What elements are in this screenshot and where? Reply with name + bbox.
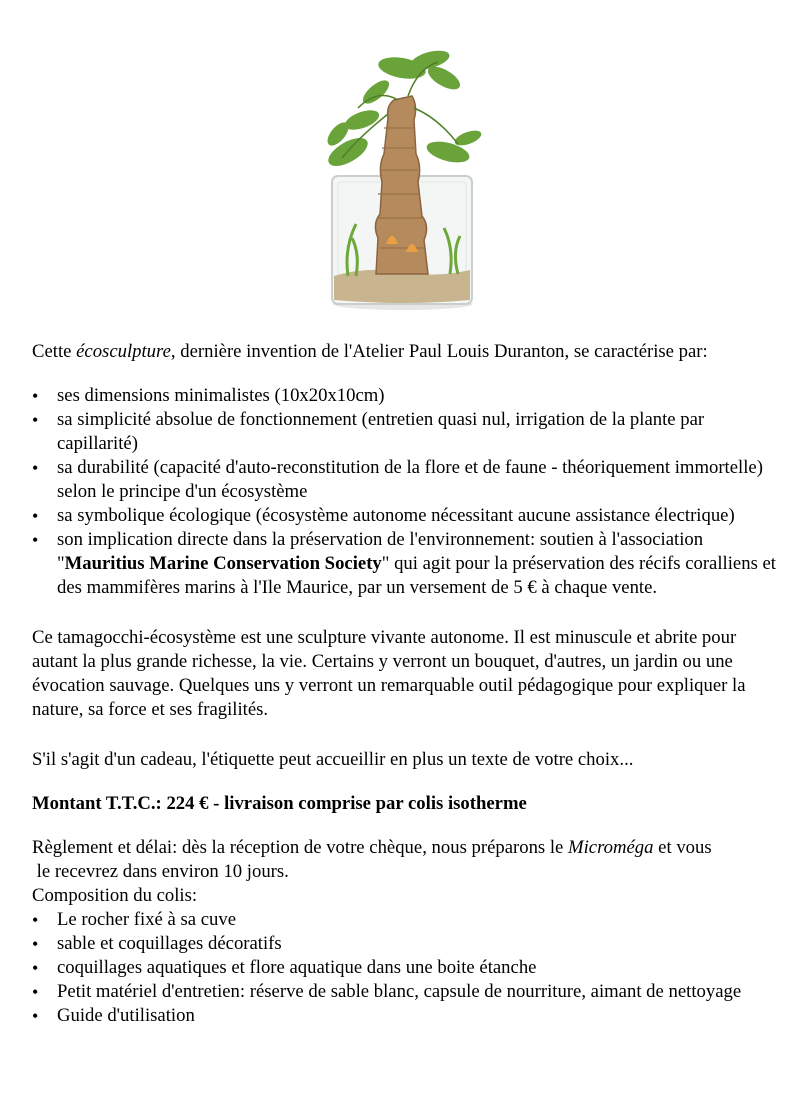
list-item (32, 528, 784, 600)
feature5-strong: Mauritius Marine Conservation Society (64, 553, 382, 574)
intro-emphasis: écosculpture (76, 341, 171, 362)
list-item: • Le rocher fixé à sa cuve (32, 908, 784, 932)
price-line: Montant T.T.C.: 224 € - livraison comprise par colis isotherme (32, 793, 527, 814)
features-list (32, 384, 784, 600)
paragraph-2: Ce tamagocchi-écosystème est une sculpture vivante autonome. Il est minuscule et abrite pour autant la plus grande richesse, la vie. Certains y verront un bouquet, d'autres, un jardin ou une évocation sauvage. Quelques uns y verront un remarquable outil pédagogique pour expliquer la nature, sa force et ses fragilités. (32, 627, 746, 720)
document-text (32, 340, 784, 1028)
composition-list (32, 908, 784, 1028)
ecosculpture-photo (318, 48, 488, 312)
intro-paragraph (32, 340, 784, 364)
intro-pre: Cette (32, 341, 77, 362)
reglement-paragraph (32, 836, 784, 884)
reglement-line2: le recevrez dans environ 10 jours. (32, 861, 289, 882)
feature5-post: " qui agit pour la préservation des récifs coralliens et des mammifères marins à l'Ile Maurice, par un versement de 5 € à chaque vente. (57, 553, 776, 598)
list-item: • sa symbolique écologique (écosystème autonome nécessitant aucune assistance électrique) (32, 504, 784, 528)
list-item: • sable et coquillages décoratifs (32, 932, 784, 956)
list-item: • ses dimensions minimalistes (10x20x10cm) (32, 384, 784, 408)
list-item: • sa durabilité (capacité d'auto-reconstitution de la flore et de faune - théoriquement immortelle) selon le principe d'un écosystème (32, 456, 784, 504)
feature5-pre: son implication directe dans la préservation de l'environnement: soutien à l'association " (57, 529, 704, 574)
list-item: • coquillages aquatiques et flore aquatique dans une boite étanche (32, 956, 784, 980)
list-item: • Petit matériel d'entretien: réserve de sable blanc, capsule de nourriture, aimant de nettoyage (32, 980, 784, 1004)
intro-post: , dernière invention de l'Atelier Paul Louis Duranton, se caractérise par: (170, 341, 708, 362)
list-item: • Guide d'utilisation (32, 1004, 784, 1028)
list-item: • sa simplicité absolue de fonctionnement (entretien quasi nul, irrigation de la plante par capillarité) (32, 408, 784, 456)
reglement-mid: et vous (653, 837, 712, 858)
reglement-emphasis: Microméga (568, 837, 654, 858)
ecosculpture-illustration (318, 48, 488, 312)
paragraph-3: S'il s'agit d'un cadeau, l'étiquette peut accueillir en plus un texte de votre choix... (32, 749, 634, 770)
composition-title: Composition du colis: (32, 885, 198, 906)
reglement-pre: Règlement et délai: dès la réception de votre chèque, nous préparons le (32, 837, 569, 858)
